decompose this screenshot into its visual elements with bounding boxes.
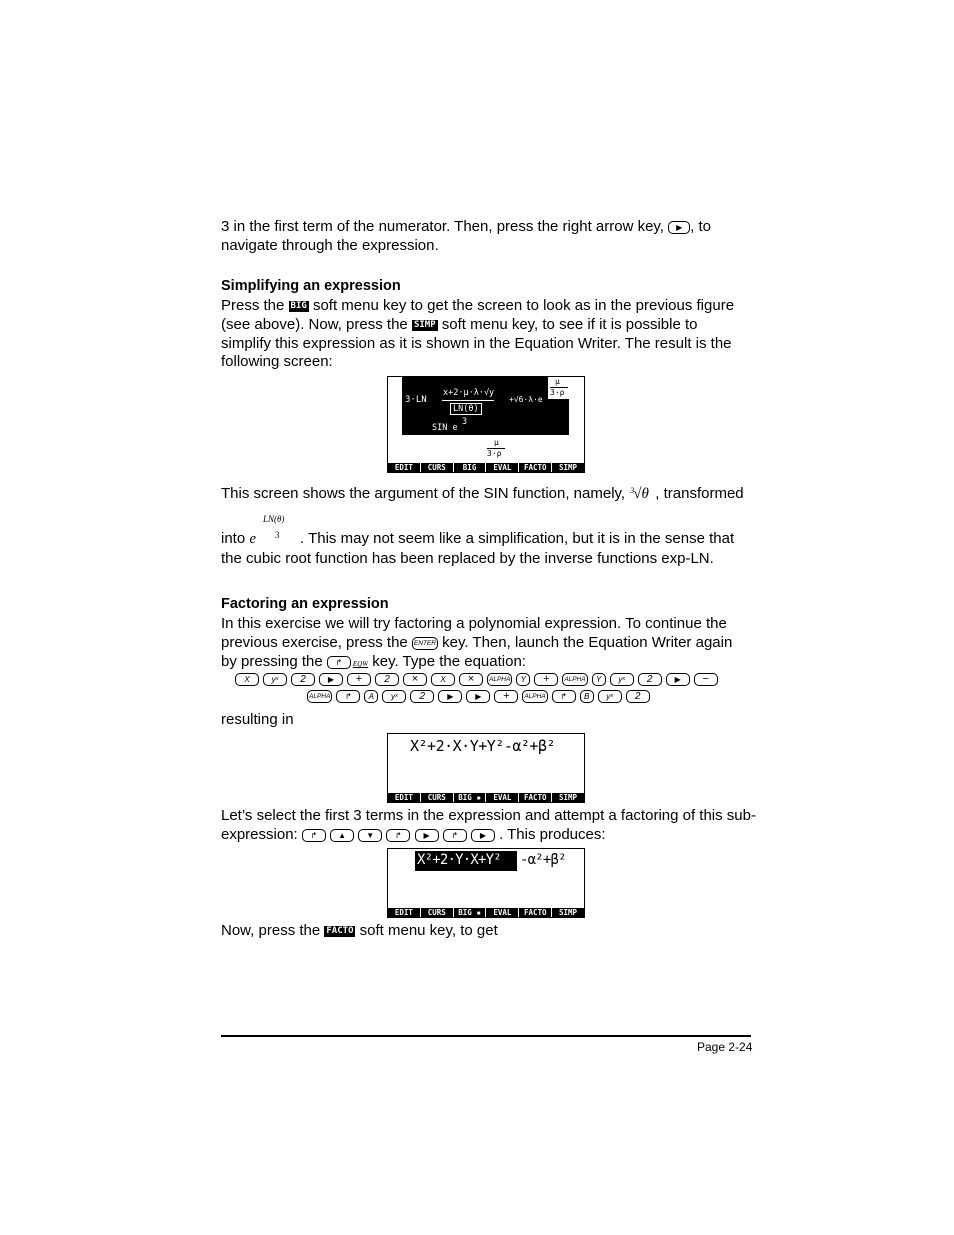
calculator-screen-1: 3·LN x+2·μ·λ·√y LN(θ) 3 SIN e +√6·λ·e μ 3·ρ μ 3·ρ EDIT CURS BIG EVAL FACTO SIMP [387,376,585,473]
plus-key-icon: + [347,673,371,686]
y-key-icon: Y [516,673,530,686]
right-arrow-key-icon: ▶ [438,690,462,703]
expression-highlight [402,377,569,435]
x-key-icon: X [235,673,259,686]
explain-line-2: into e . This may not seem like a simplification, but it is in the sense that [221,530,735,547]
simp-softkey-icon: SIMP [413,319,436,330]
y-key-icon: Y [592,673,606,686]
menu-edit: EDIT [388,908,420,917]
intro-line-1: 3 in the first term of the numerator. Then, press the right arrow key, ▶ , to [221,218,712,235]
eqw-label: EQW [352,660,369,668]
menu-simp: SIMP [552,793,584,802]
minus-key-icon: − [694,673,718,686]
up-arrow-key-icon: ▲ [330,829,354,842]
keystroke-row-1 [235,673,718,686]
a-key-icon: A [364,690,378,703]
menu-simp: SIMP [552,908,584,917]
right-shift-key-icon: ↱ [386,829,410,842]
right-shift-key-icon: ↱ [327,656,351,669]
factor-heading: Factoring an expression [221,596,389,612]
alpha-key-icon: ALPHA [562,673,587,686]
menu-curs: CURS [421,793,453,802]
resulting-in-text: resulting in [221,711,294,728]
y-power-x-key-icon: yˣ [598,690,622,703]
plus-key-icon: + [494,690,518,703]
menu-eval: EVAL [486,463,518,472]
x-key-icon: X [431,673,455,686]
y-power-x-key-icon: yˣ [382,690,406,703]
two-key-icon: 2 [626,690,650,703]
times-key-icon: × [459,673,483,686]
menu-edit: EDIT [388,463,420,472]
menu-simp: SIMP [552,463,584,472]
right-shift-key-icon: ↱ [552,690,576,703]
right-arrow-key-icon: ▶ [666,673,690,686]
alpha-key-icon: ALPHA [522,690,547,703]
soft-menu-bar-1 [388,463,584,472]
menu-edit: EDIT [388,793,420,802]
simplify-heading: Simplifying an expression [221,278,401,294]
big-softkey-icon: BIG [290,300,307,311]
right-arrow-key-icon: ▶ [466,690,490,703]
enter-key-icon: ENTER [412,637,438,650]
calculator-screen-2: X²+2·X·Y+Y²-α²+β² EDIT CURS BIG ▪ EVAL FACTO SIMP [387,733,585,803]
right-shift-key-icon: ↱ [443,829,467,842]
menu-eval: EVAL [486,908,518,917]
times-key-icon: × [403,673,427,686]
alpha-key-icon: ALPHA [487,673,512,686]
y-power-x-key-icon: yˣ [610,673,634,686]
simplify-line-2: (see above). Now, press the SIMP soft menu key, to see if it is possible to [221,316,698,333]
right-arrow-key-icon: ▶ [471,829,495,842]
menu-facto: FACTO [519,793,551,802]
exponent-numerator: LN(θ) [263,514,285,524]
two-key-icon: 2 [410,690,434,703]
intro-line-2: navigate through the expression. [221,237,439,254]
two-key-icon: 2 [638,673,662,686]
two-key-icon: 2 [375,673,399,686]
simplify-line-1: Press the BIG soft menu key to get the screen to look as in the previous figure [221,297,735,314]
plus-key-icon: + [534,673,558,686]
explain-line-3: the cubic root function has been replaced by the inverse functions exp-LN. [221,550,714,567]
menu-big: BIG ▪ [454,793,486,802]
right-shift-key-icon: ↱ [336,690,360,703]
menu-big: BIG [454,463,486,472]
down-arrow-key-icon: ▼ [358,829,382,842]
footer-rule [221,1035,751,1037]
simplify-line-4: following screen: [221,353,333,370]
cube-root-theta: 3 √θ [630,486,649,502]
menu-big: BIG ▪ [454,908,486,917]
exponent-denominator: 3 [275,530,280,540]
factor-line-1: In this exercise we will try factoring a polynomial expression. To continue the [221,615,727,632]
right-shift-key-icon: ↱ [302,829,326,842]
keystroke-row-2 [307,690,650,703]
right-arrow-key-icon: ▶ [319,673,343,686]
select-line-1: Let’s select the first 3 terms in the expression and attempt a factoring of this sub- [221,807,756,824]
factor-line-2: previous exercise, press the ENTER key. Then, launch the Equation Writer again [221,634,733,651]
calculator-screen-3: X²+2·Y·X+Y² -α²+β² EDIT CURS BIG ▪ EVAL FACTO SIMP [387,848,585,918]
factor-line-3: by pressing the ↱ EQW key. Type the equation: [221,653,526,670]
page-number: Page 2-24 [697,1040,753,1054]
soft-menu-bar-3 [388,908,584,917]
simplify-line-3: simplify this expression as it is shown in the Equation Writer. The result is the [221,335,732,352]
two-key-icon: 2 [291,673,315,686]
menu-eval: EVAL [486,793,518,802]
alpha-key-icon: ALPHA [307,690,332,703]
y-power-x-key-icon: yˣ [263,673,287,686]
b-key-icon: B [580,690,594,703]
menu-curs: CURS [421,463,453,472]
right-arrow-key-icon: ▶ [415,829,439,842]
final-line: Now, press the FACTO soft menu key, to get [221,922,498,939]
right-arrow-key-icon: ▶ [668,221,690,234]
menu-facto: FACTO [519,908,551,917]
soft-menu-bar-2 [388,793,584,802]
facto-softkey-icon: FACTO [326,925,354,936]
explain-line-1: This screen shows the argument of the SIN function, namely, 3 √θ , transformed [221,485,744,502]
select-line-2: expression: ↱ ▲ ▼ ↱ ▶ ↱ ▶ . This produces: [221,826,606,843]
menu-curs: CURS [421,908,453,917]
menu-facto: FACTO [519,463,551,472]
